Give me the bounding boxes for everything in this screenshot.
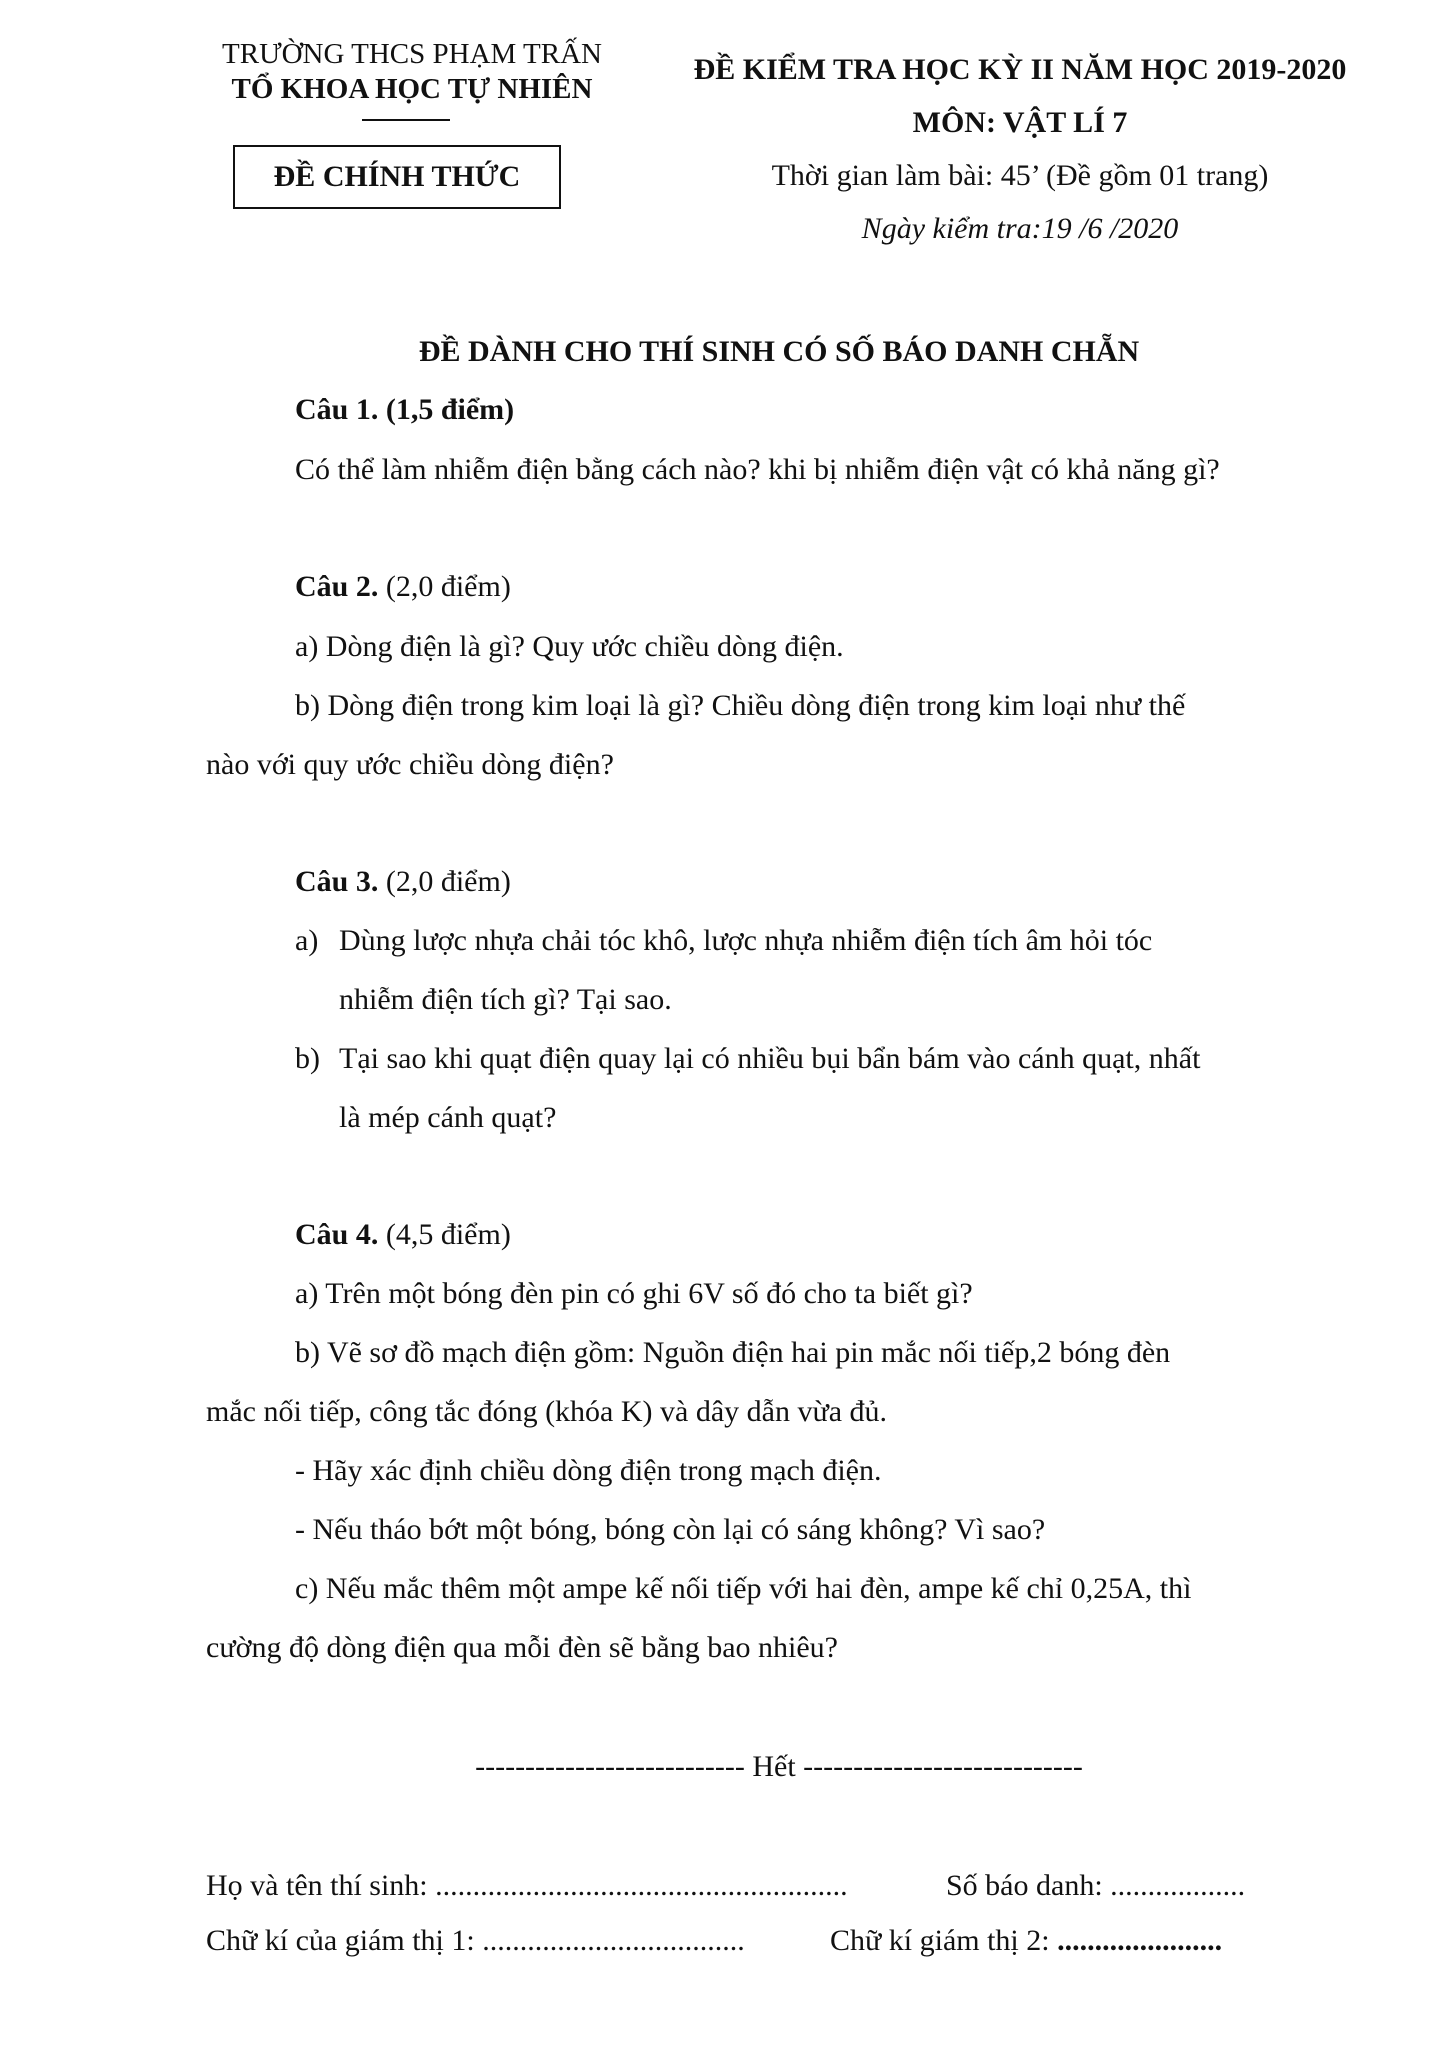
question-4-line-c: c) Nếu mắc thêm một ampe kế nối tiếp với hai đèn, ampe kế chỉ 0,25A, thì <box>295 1572 1192 1605</box>
official-label: ĐỀ CHÍNH THỨC <box>273 160 521 193</box>
question-2-line-a: a) Dòng điện là gì? Quy ước chiều dòng điện. <box>295 630 844 663</box>
duration: Thời gian làm bài: 45’ (Đề gồm 01 trang) <box>771 159 1269 192</box>
question-3-b-marker: b) <box>295 1042 320 1075</box>
question-4-line-b: b) Vẽ sơ đồ mạch điện gồm: Nguồn điện hai pin mắc nối tiếp,2 bóng đèn <box>295 1336 1171 1369</box>
question-1-line: Có thể làm nhiễm điện bằng cách nào? khi bị nhiễm điện vật có khả năng gì? <box>295 453 1220 486</box>
question-2-points: (2,0 điểm) <box>385 570 511 603</box>
school-name: TRƯỜNG THCS PHẠM TRẤN <box>222 38 602 70</box>
question-3-a-marker: a) <box>295 924 319 957</box>
question-4-points: (4,5 điểm) <box>385 1218 511 1251</box>
candidate-name-field: Họ và tên thí sinh: ....................................................... <box>206 1869 848 1902</box>
question-4-label: Câu 4. <box>295 1218 379 1251</box>
question-4-line-a: a) Trên một bóng đèn pin có ghi 6V số đó cho ta biết gì? <box>295 1277 973 1310</box>
question-1-label: Câu 1. <box>295 393 379 426</box>
question-3-label: Câu 3. <box>295 865 379 898</box>
question-3-a-line2: nhiễm điện tích gì? Tại sao. <box>339 983 672 1016</box>
question-4-line-b-dash1: - Hãy xác định chiều dòng điện trong mạch điện. <box>295 1454 882 1487</box>
official-box <box>233 145 561 209</box>
question-2-line-b: b) Dòng điện trong kim loại là gì? Chiều dòng điện trong kim loại như thế <box>295 689 1186 722</box>
question-4-heading <box>295 1220 511 1250</box>
supervisor-2-dots: ...................... <box>1057 1924 1223 1957</box>
exam-title: ĐỀ KIỂM TRA HỌC KỲ II NĂM HỌC 2019-2020 <box>693 53 1347 86</box>
question-3-b-line2: là mép cánh quạt? <box>339 1101 557 1134</box>
department-name: TỔ KHOA HỌC TỰ NHIÊN <box>231 73 593 105</box>
supervisor-1-signature: Chữ kí của giám thị 1: ................................... <box>206 1924 745 1957</box>
end-marker: --------------------------- Hết ---------------------------- <box>475 1750 1083 1783</box>
question-1-points: (1,5 điểm) <box>385 393 515 426</box>
question-3-heading <box>295 867 511 897</box>
subject: MÔN: VẬT LÍ 7 <box>912 106 1128 139</box>
question-4-line-b-cont: mắc nối tiếp, công tắc đóng (khóa K) và dây dẫn vừa đủ. <box>206 1395 888 1428</box>
exam-date: Ngày kiểm tra:19 /6 /2020 <box>861 212 1179 245</box>
question-4-line-b-dash2: - Nếu tháo bớt một bóng, bóng còn lại có sáng không? Vì sao? <box>295 1513 1046 1546</box>
supervisor-2-label: Chữ kí giám thị 2: <box>830 1924 1050 1957</box>
question-4-line-c-cont: cường độ dòng điện qua mỗi đèn sẽ bằng bao nhiêu? <box>206 1631 838 1664</box>
question-2-heading <box>295 572 511 602</box>
candidate-number-field: Số báo danh: .................. <box>946 1869 1246 1902</box>
question-1-heading <box>295 395 514 425</box>
header-underline <box>362 119 450 121</box>
question-2-label: Câu 2. <box>295 570 379 603</box>
question-3-b-line1: Tại sao khi quạt điện quay lại có nhiều bụi bẩn bám vào cánh quạt, nhất <box>339 1042 1201 1075</box>
supervisor-2-signature <box>830 1926 1222 1956</box>
question-2-line-b-cont: nào với quy ước chiều dòng điện? <box>206 748 614 781</box>
question-3-a-line1: Dùng lược nhựa chải tóc khô, lược nhựa nhiễm điện tích âm hỏi tóc <box>339 924 1153 957</box>
paper-title: ĐỀ DÀNH CHO THÍ SINH CÓ SỐ BÁO DANH CHẴN <box>418 335 1140 368</box>
question-3-points: (2,0 điểm) <box>385 865 511 898</box>
